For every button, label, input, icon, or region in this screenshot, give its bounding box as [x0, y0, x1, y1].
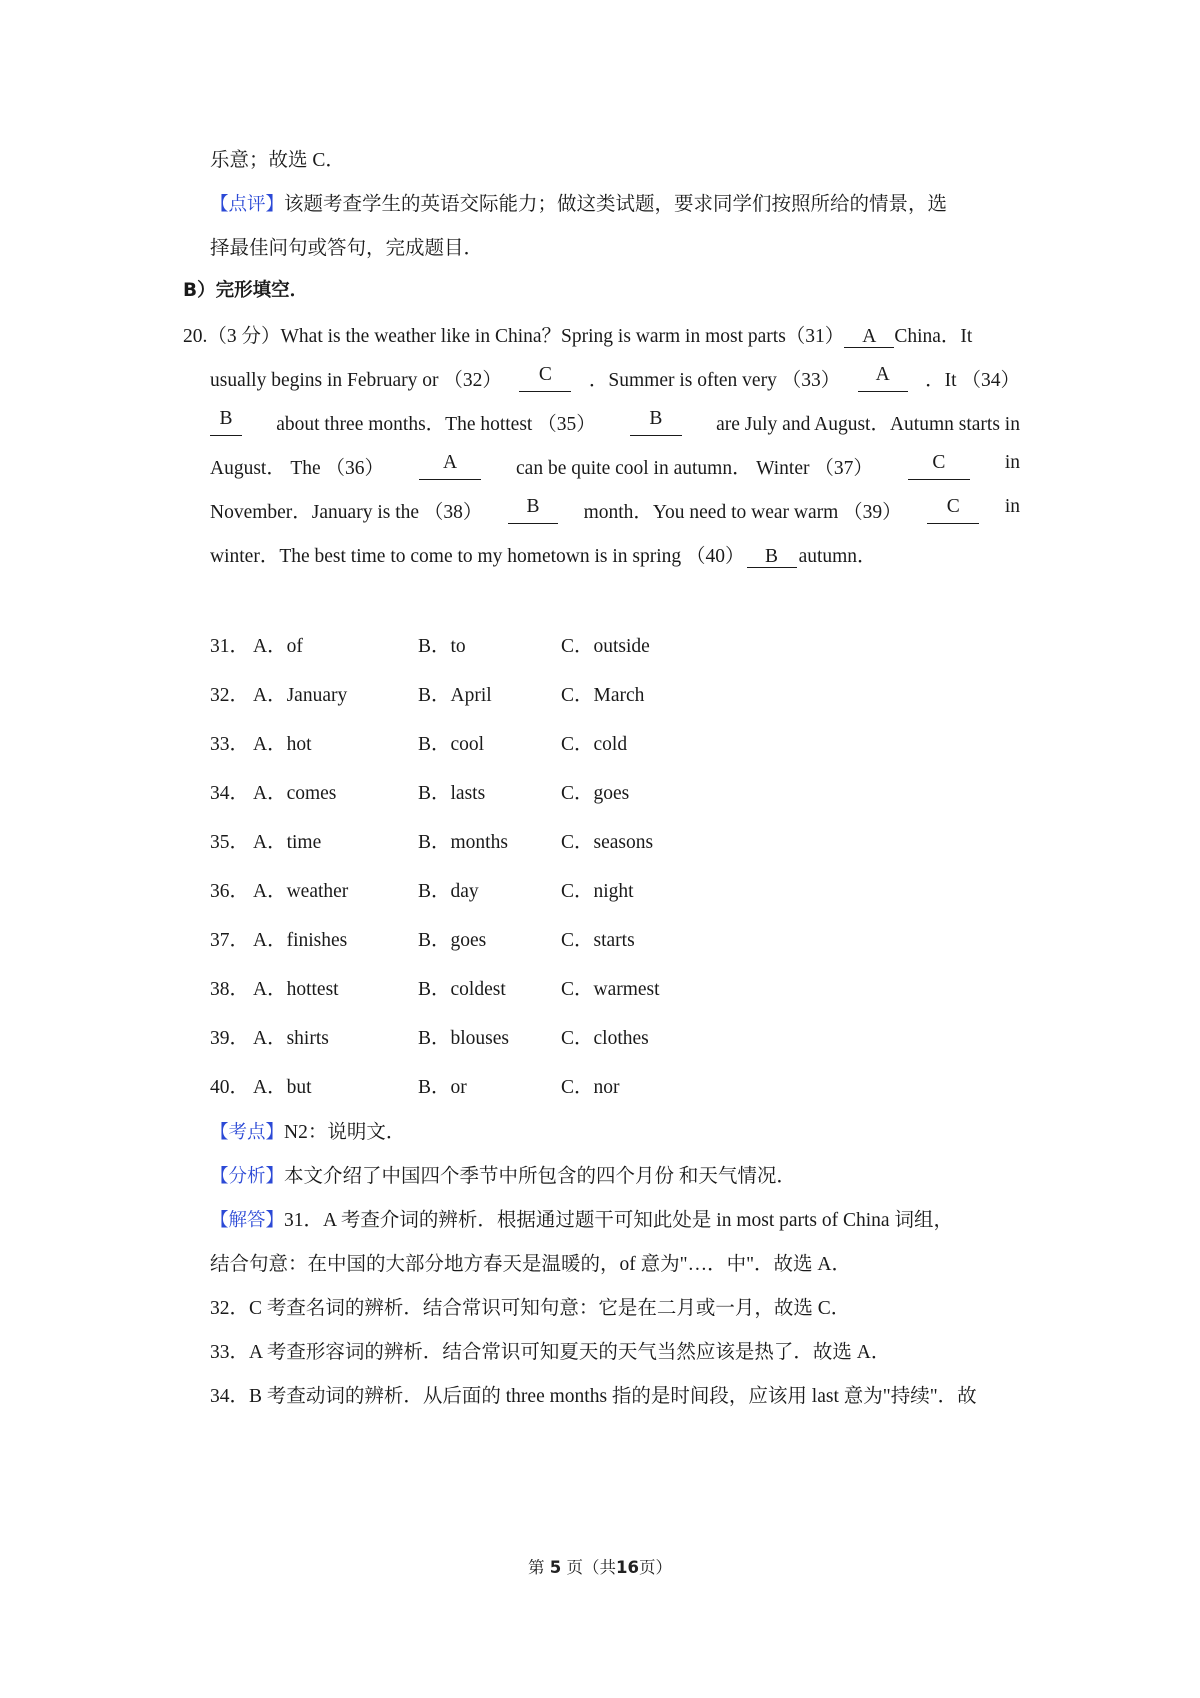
jieda-text-4: 33．A 考查形容词的辨析．结合常识可知夏天的天气当然应该是热了．故选 A．: [210, 1342, 891, 1363]
option-c: C．warmest: [561, 979, 660, 1000]
question-number: 20.（3 分）: [183, 326, 281, 347]
intro-line: 乐意；故选 C．: [210, 150, 345, 171]
answer-blank-38: B: [508, 496, 558, 524]
option-num: 39．: [210, 1028, 250, 1049]
passage-text: are July and August．Autumn starts in: [716, 414, 1020, 435]
passage-text: ．It （34）: [925, 370, 1020, 391]
option-c: C．clothes: [561, 1028, 649, 1049]
comment-text-2: 择最佳问句或答句，完成题目．: [210, 238, 484, 259]
option-b: B．months: [418, 832, 508, 853]
comment-paragraph-line1: [210, 188, 947, 216]
passage-text: November．January is the （38）: [210, 502, 483, 523]
passage-text: What is the weather like in China？Spring is warm in most parts（31）: [280, 326, 845, 347]
option-c: C．goes: [561, 783, 630, 804]
answer-blank-31: A: [844, 326, 894, 348]
answer-blank-36: A: [419, 452, 481, 480]
passage-text: winter．The best time to come to my hometown is in spring （40）: [210, 546, 745, 567]
passage-line-6: [210, 540, 877, 568]
answer-blank-32: C: [519, 364, 571, 392]
option-b: B．day: [418, 881, 479, 902]
option-num: 40．: [210, 1077, 250, 1098]
passage-text: in: [1004, 496, 1020, 517]
option-c: C．March: [561, 685, 645, 706]
passage-line-1: [183, 320, 1020, 348]
jieda-line-1: [210, 1204, 953, 1232]
kaodian-text: N2：说明文．: [284, 1122, 406, 1143]
option-b: B．blouses: [418, 1028, 510, 1049]
option-a: A．of: [253, 636, 303, 657]
passage-line-4: [210, 452, 1020, 480]
option-a: A．January: [253, 685, 348, 706]
option-a: A．finishes: [253, 930, 348, 951]
jieda-text-2: 结合句意：在中国的大部分地方春天是温暖的，of 意为"…．中"．故选 A．: [210, 1254, 851, 1275]
section-title: B）完形填空．: [183, 280, 309, 301]
page-footer: [0, 1554, 1200, 1578]
answer-blank-40: B: [747, 546, 797, 568]
option-a: A．hot: [253, 734, 312, 755]
option-b: B．April: [418, 685, 492, 706]
answer-blank-35: B: [630, 408, 682, 436]
option-c: C．cold: [561, 734, 628, 755]
option-b: B．to: [418, 636, 466, 657]
option-c: C．night: [561, 881, 634, 902]
fenxi-text: 本文介绍了中国四个季节中所包含的四个月份 和天气情况．: [284, 1166, 796, 1187]
answer-blank-37: C: [908, 452, 970, 480]
passage-text: August． The （36）: [210, 458, 385, 479]
page-number: 5: [549, 1558, 562, 1577]
option-c: C．starts: [561, 930, 635, 951]
kaodian-tag: 【考点】: [210, 1122, 285, 1143]
passage-text: in: [1004, 452, 1020, 473]
option-num: 37．: [210, 930, 250, 951]
jieda-text-3: 32．C 考查名词的辨析．结合常识可知句意：它是在二月或一月，故选 C．: [210, 1298, 851, 1319]
jieda-text-5: 34．B 考查动词的辨析．从后面的 three months 指的是时间段，应该用 last 意为"持续"．故: [210, 1386, 977, 1407]
option-num: 36．: [210, 881, 250, 902]
passage-text: about three months．The hottest （35）: [276, 414, 596, 435]
footer-prefix: 第: [528, 1558, 545, 1577]
option-num: 34．: [210, 783, 250, 804]
option-b: B．lasts: [418, 783, 486, 804]
answer-blank-34: B: [210, 408, 242, 436]
option-a: A．but: [253, 1077, 312, 1098]
kaodian-line: [210, 1116, 405, 1144]
passage-text: usually begins in February or （32）: [210, 370, 502, 391]
passage-text: China．It: [894, 326, 973, 347]
option-num: 35．: [210, 832, 250, 853]
question-lead-text: [183, 320, 972, 348]
option-c: C．outside: [561, 636, 650, 657]
option-a: A．hottest: [253, 979, 339, 1000]
passage-line-2: [210, 364, 1020, 392]
fenxi-tag: 【分析】: [210, 1166, 285, 1187]
option-a: A．shirts: [253, 1028, 329, 1049]
passage-text: month．You need to wear warm （39）: [583, 502, 902, 523]
passage-line-3: [210, 408, 1020, 436]
option-b: B．goes: [418, 930, 487, 951]
option-c: C．seasons: [561, 832, 654, 853]
footer-suffix: 页）: [638, 1558, 672, 1577]
passage-text: autumn．: [798, 546, 877, 567]
jieda-text-1: 31．A 考查介词的辨析．根据通过题干可知此处是 in most parts of China 词组，: [284, 1210, 953, 1231]
total-pages: 16: [616, 1558, 639, 1577]
option-b: B．coldest: [418, 979, 506, 1000]
comment-tag: 【点评】: [210, 194, 285, 215]
passage-line-5: [210, 496, 1020, 524]
option-num: 38．: [210, 979, 250, 1000]
option-num: 32．: [210, 685, 250, 706]
option-b: B．or: [418, 1077, 467, 1098]
option-num: 33．: [210, 734, 250, 755]
fenxi-line: [210, 1160, 796, 1188]
jieda-tag: 【解答】: [210, 1210, 285, 1231]
option-a: A．weather: [253, 881, 349, 902]
option-a: A．comes: [253, 783, 337, 804]
passage-text: can be quite cool in autumn． Winter （37）: [516, 458, 873, 479]
comment-text-1: 该题考查学生的英语交际能力；做这类试题，要求同学们按照所给的情景，选: [284, 194, 948, 215]
option-c: C．nor: [561, 1077, 620, 1098]
passage-text: ．Summer is often very （33）: [588, 370, 841, 391]
option-a: A．time: [253, 832, 322, 853]
option-num: 31．: [210, 636, 250, 657]
option-b: B．cool: [418, 734, 485, 755]
answer-blank-33: A: [858, 364, 908, 392]
answer-blank-39: C: [927, 496, 979, 524]
footer-mid: 页（共: [566, 1558, 616, 1577]
